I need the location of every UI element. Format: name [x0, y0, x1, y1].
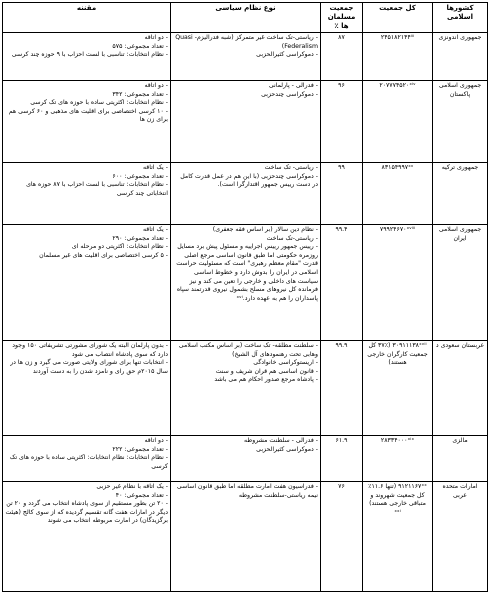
- list-item: - دو اتاقه: [5, 82, 168, 91]
- cell-parliament: [3, 163, 171, 225]
- list-item: - نظام انتخابات: اکثریتی ساده با حوزه های تک کرسی: [5, 99, 168, 108]
- table-row: [3, 33, 488, 81]
- cell-muslim-share: ۸۷: [321, 33, 363, 81]
- list-item: - دموکراسی چندحزبی: [173, 91, 318, 100]
- cell-country: امارات متحده عربی: [433, 482, 488, 592]
- cell-country: جمهوری اندونزی: [433, 33, 488, 81]
- list-item: - نظام انتخابات: تناسبی با لست احزاب با ۸۷ حوزه های انتخاباتی چند کرسی: [5, 181, 168, 198]
- cell-regime-list: [173, 483, 318, 500]
- cell-muslim-share: ۹۹: [321, 163, 363, 225]
- cell-muslim-share: ۷۶: [321, 482, 363, 592]
- cell-parliament-list: [5, 226, 168, 260]
- cell-population: ۷۹۹۲۴۶۷۰ˣᵛⁱⁱⁱ: [363, 225, 433, 341]
- list-item: - یک اتاقه: [5, 164, 168, 173]
- cell-regime-list: [173, 342, 318, 385]
- header-country: کشورها اسلامی: [433, 3, 488, 33]
- table-row: [3, 341, 488, 436]
- cell-muslim-share: ۹۹.۴: [321, 225, 363, 341]
- cell-regime-list: [173, 437, 318, 454]
- table-row: [3, 163, 488, 225]
- list-item: - یک اتاقه: [5, 226, 168, 235]
- cell-parliament-list: [5, 82, 168, 125]
- cell-regime: [171, 225, 321, 341]
- cell-muslim-share: ۹۹.۹: [321, 341, 363, 436]
- list-item: - نظام انتخابات: تناسبی با لست احزاب با ۹ حوزه چند کرسی: [5, 51, 168, 60]
- list-item: - دموکراسی چندحزبی (با این هم در عمل قدرت کامل در دست رییس جمهور اقتدارگرا است).: [173, 173, 318, 190]
- list-item: - بدون پارلمان البته یک شورای مشورتی تشریفاتی ۱۵۰ وجود دارد که سوی پادشاه انتصاب می شود: [5, 342, 168, 359]
- cell-population: ۹۱۲۱۱۶۷ˣˣ (تنها ۱۱.۶٪ کل جمعیت شهروند و متباقی خارجی هستند) ˣˣⁱ: [363, 482, 433, 592]
- cell-regime-list: [173, 226, 318, 303]
- list-item: - تعداد مجموعی: ۲۲۲: [5, 446, 168, 455]
- cell-parliament-list: [5, 483, 168, 526]
- cell-muslim-share: ۹۶: [321, 81, 363, 163]
- list-item: - رییس جمهور رییس اجراییه و مسئول پیش برد مسایل روزمره حکومتی اما طبق قانون اساسی مرجع اصلی قدرت "مقام معظم رهبری" است که مسئولیت حراست اسلامی در ایران را بدوش دارد و خطوط اساسی سیاست های داخلی و خارجی را تعین می کند و نیز فرمانده کل نیروهای مسلح بشمول نیروی قدرتمند سپاه پاسداران را هم به عهده دارد.ˣᵛⁱ: [173, 243, 318, 303]
- list-item: - تعداد مجموعی: ۳۴۲: [5, 91, 168, 100]
- list-item: - تعداد مجموعی: ۶۰۰: [5, 173, 168, 182]
- list-item: - انتخابات تنها برای شورای ولایتی صورت می گیرد و زن ها در سال ۲۰۱۵م حق رای و نامزد شدن را به دست آوردند: [5, 359, 168, 376]
- islamic-countries-table: [2, 2, 488, 592]
- cell-parliament: [3, 81, 171, 163]
- cell-parliament-list: [5, 342, 168, 376]
- cell-parliament-list: [5, 437, 168, 471]
- list-item: - ۱۰ کرسی اختصاصی برای اقلیت های مذهبی و ۶۰ کرسی هم برای زن ها: [5, 108, 168, 125]
- cell-regime: [171, 33, 321, 81]
- cell-muslim-share: ۶۱.۹: [321, 436, 363, 482]
- cell-parliament: [3, 33, 171, 81]
- cell-regime: [171, 341, 321, 436]
- list-item: - دموکراسی کثیرالحزبی: [173, 446, 318, 455]
- cell-country: جمهوری اسلامی پاکستان: [433, 81, 488, 163]
- list-item: - یک اتاقه با نظام غیر حزبی: [5, 483, 168, 492]
- cell-regime: [171, 482, 321, 592]
- cell-parliament-list: [5, 34, 168, 60]
- list-item: - ریاستی-تک ساخت غیر متمرکز (شبه فدرالیزم- Quasi Federalism): [173, 34, 318, 51]
- cell-parliament-list: [5, 164, 168, 198]
- table-body: [3, 33, 488, 592]
- table-row: [3, 81, 488, 163]
- cell-regime-list: [173, 164, 318, 190]
- list-item: - ریاستی-تک ساخت: [173, 235, 318, 244]
- cell-parliament: [3, 436, 171, 482]
- list-item: - فدرالی - پارلمانی: [173, 82, 318, 91]
- cell-regime-list: [173, 82, 318, 99]
- list-item: - سلطنت مطلقه- تک ساخت (بر اساس مکتب اسلامی وهابی تحت رهنمودهای آل الشیخ): [173, 342, 318, 359]
- cell-country: جمهوری اسلامی ایران: [433, 225, 488, 341]
- header-population: کل جمعیت: [363, 3, 433, 33]
- cell-country: مالزی: [433, 436, 488, 482]
- cell-regime: [171, 163, 321, 225]
- list-item: - اریستوکراسی خانوادگی: [173, 359, 318, 368]
- header-muslim-share: جمعیت مسلمان ها ٪: [321, 3, 363, 33]
- cell-population: ۲۴۵۱۸۲۱۴۴ⁱⁱⁱ: [363, 33, 433, 81]
- list-item: - پادشاه مرجع صدور احکام هم می باشد: [173, 376, 318, 385]
- table-row: [3, 482, 488, 592]
- cell-population: ۳۰۹۱۱۱۳۸ˣᵛⁱⁱ (۳۷٪ کل جمعیت کارگران خارجی هستند): [363, 341, 433, 436]
- cell-parliament: [3, 341, 171, 436]
- cell-population: ۸۳۱۵۴۹۹۷ˣᵛ: [363, 163, 433, 225]
- table-row: [3, 225, 488, 341]
- list-item: - نظام انتخابات: اکثریتی دو مرحله ای: [5, 243, 168, 252]
- cell-regime: [171, 436, 321, 482]
- table-row: [3, 436, 488, 482]
- table-header-row: [3, 3, 488, 33]
- header-parliament: مقننه: [3, 3, 171, 33]
- cell-regime-list: [173, 34, 318, 60]
- header-regime: نوع نظام سیاسی: [171, 3, 321, 33]
- list-item: - ۲۰ تن بطور مستقیم از سوی پادشاه انتخاب می گردد و ۲۰ تن دیگر در امارات هفت گانه تقسیم گردیده که از سوی کالج (هیئت برگزیدگان) در امارت مربوطه انتخاب می شوند: [5, 500, 168, 526]
- cell-country: عربستان سعودی د: [433, 341, 488, 436]
- list-item: - نظام دین سالار (بر اساس فقه جعفری): [173, 226, 318, 235]
- cell-population: ۲۸۳۳۴۰۰۰ˣⁱˣ: [363, 436, 433, 482]
- list-item: - فدرالی - سلطنت مشروطه: [173, 437, 318, 446]
- list-item: - ریاستی- تک ساخت: [173, 164, 318, 173]
- cell-parliament: [3, 482, 171, 592]
- cell-parliament: [3, 225, 171, 341]
- list-item: - نظام انتخابات: نظام انتخابات: اکثریتی ساده با حوزه های تک کرسی: [5, 454, 168, 471]
- cell-regime: [171, 81, 321, 163]
- list-item: - دو اتاقه: [5, 34, 168, 43]
- list-item: - تعداد مجموعی: ۵۷۵: [5, 43, 168, 52]
- cell-country: جمهوری ترکیه: [433, 163, 488, 225]
- list-item: - تعداد مجموعی: ۲۹۰: [5, 235, 168, 244]
- list-item: - دموکراسی کثیرالحزبی: [173, 51, 318, 60]
- list-item: - فدراسیون هفت امارت مطلقه اما طبق قانون اساسی نیمه ریاستی-سلطنت مشروطه: [173, 483, 318, 500]
- list-item: - ۵ کرسی اختصاصی برای اقلیت های غیر مسلمان: [5, 252, 168, 261]
- list-item: - تعداد مجموعی: ۴۰: [5, 492, 168, 501]
- list-item: - دو اتاقه: [5, 437, 168, 446]
- cell-population: ۲۰۷۷۷۴۵۲۰ˣⁱᵛ: [363, 81, 433, 163]
- list-item: - قانون اساسی هم قران شریف و سنت: [173, 368, 318, 377]
